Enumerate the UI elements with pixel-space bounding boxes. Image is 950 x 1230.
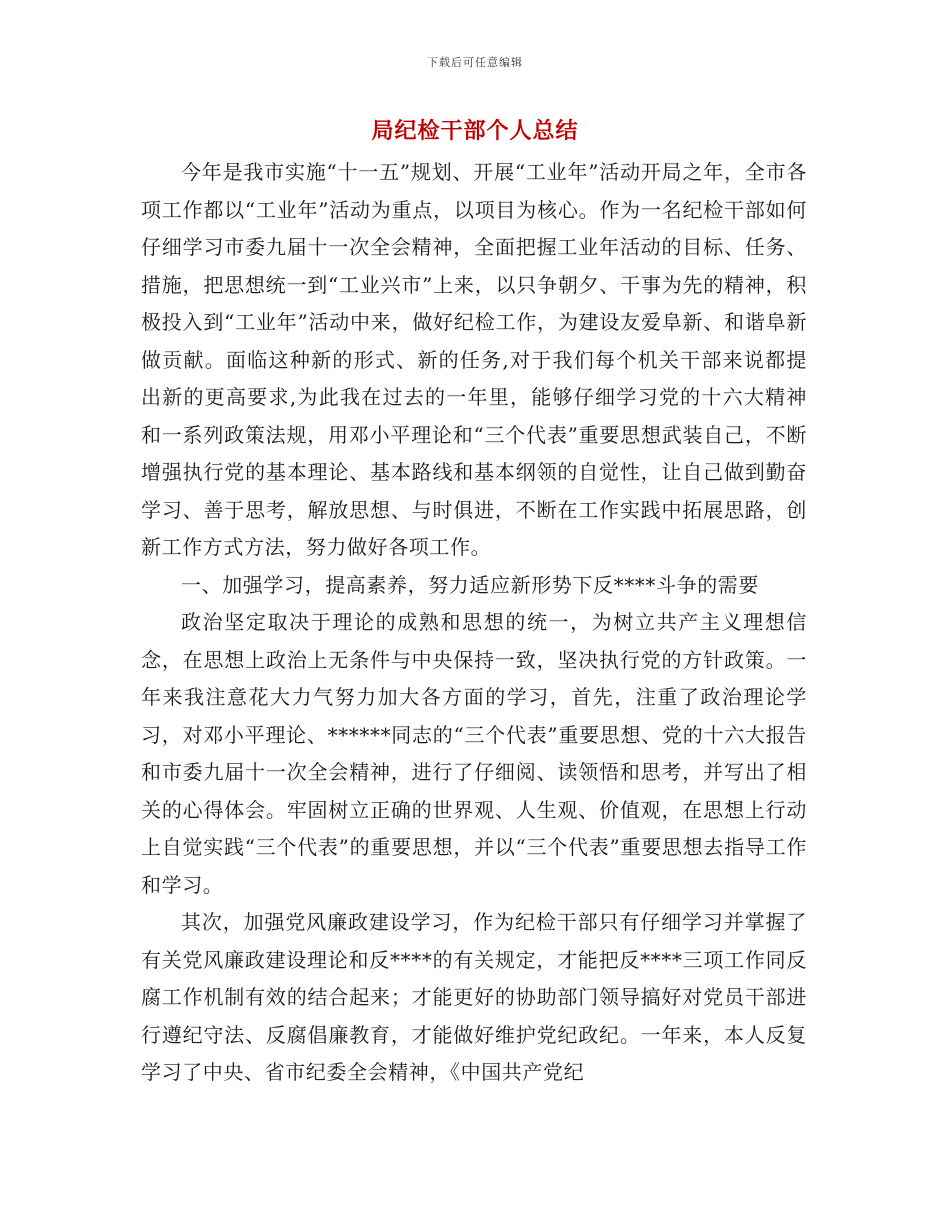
document-title: 局纪检干部个人总结 bbox=[371, 118, 579, 144]
paragraph-intro: 今年是我市实施“十一五”规划、开展“工业年”活动开局之年，全市各项工作都以“工业年”活动为重点，以项目为核心。作为一名纪检干部如何仔细学习市委九届十一次全会精神，全面把握工业年活动的目标、任务、措施，把思想统一到“工业兴市”上来，以只争朝夕、干事为先的精神，积极投入到“工业年”活动中来，做好纪检工作，为建设友爱阜新、和谐阜新做贡献。面临这种新的形式、新的任务,对于我们每个机关干部来说都提出新的更高要求,为此我在过去的一年里，能够仔细学习党的十六大精神和一系列政策法规，用邓小平理论和“三个代表”重要思想武装自己，不断增强执行党的基本理论、基本路线和基本纲领的自觉性，让自己做到勤奋学习、善于思考，解放思想、与时俱进，不断在工作实践中拓展思路，创新工作方式方法，努力做好各项工作。 bbox=[141, 160, 807, 559]
document-body bbox=[141, 154, 807, 1092]
section-heading-1: 一、加强学习，提高素养，努力适应新形势下反****斗争的需要 bbox=[181, 572, 759, 597]
paragraph-integrity-study: 其次，加强党风廉政建设学习，作为纪检干部只有仔细学习并掌握了有关党风廉政建设理论和反****的有关规定，才能把反****三项工作同反腐工作机制有效的结合起来；才能更好的协助部门领导搞好对党员干部进行遵纪守法、反腐倡廉教育，才能做好维护党纪政纪。一年来，本人反复学习了中央、省市纪委全会精神，《中国共产党纪 bbox=[141, 910, 807, 1084]
header-note: 下载后可任意编辑 bbox=[427, 56, 523, 69]
paragraph-political-study: 政治坚定取决于理论的成熟和思想的统一，为树立共产主义理想信念，在思想上政治上无条件与中央保持一致，坚决执行党的方针政策。一年来我注意花大力气努力加大各方面的学习，首先，注重了政治理论学习，对邓小平理论、******同志的“三个代表”重要思想、党的十六大报告和市委九届十一次全会精神，进行了仔细阅、读领悟和思考，并写出了相关的心得体会。牢固树立正确的世界观、人生观、价值观，在思想上行动上自觉实践“三个代表”的重要思想，并以“三个代表”重要思想去指导工作和学习。 bbox=[141, 610, 807, 897]
